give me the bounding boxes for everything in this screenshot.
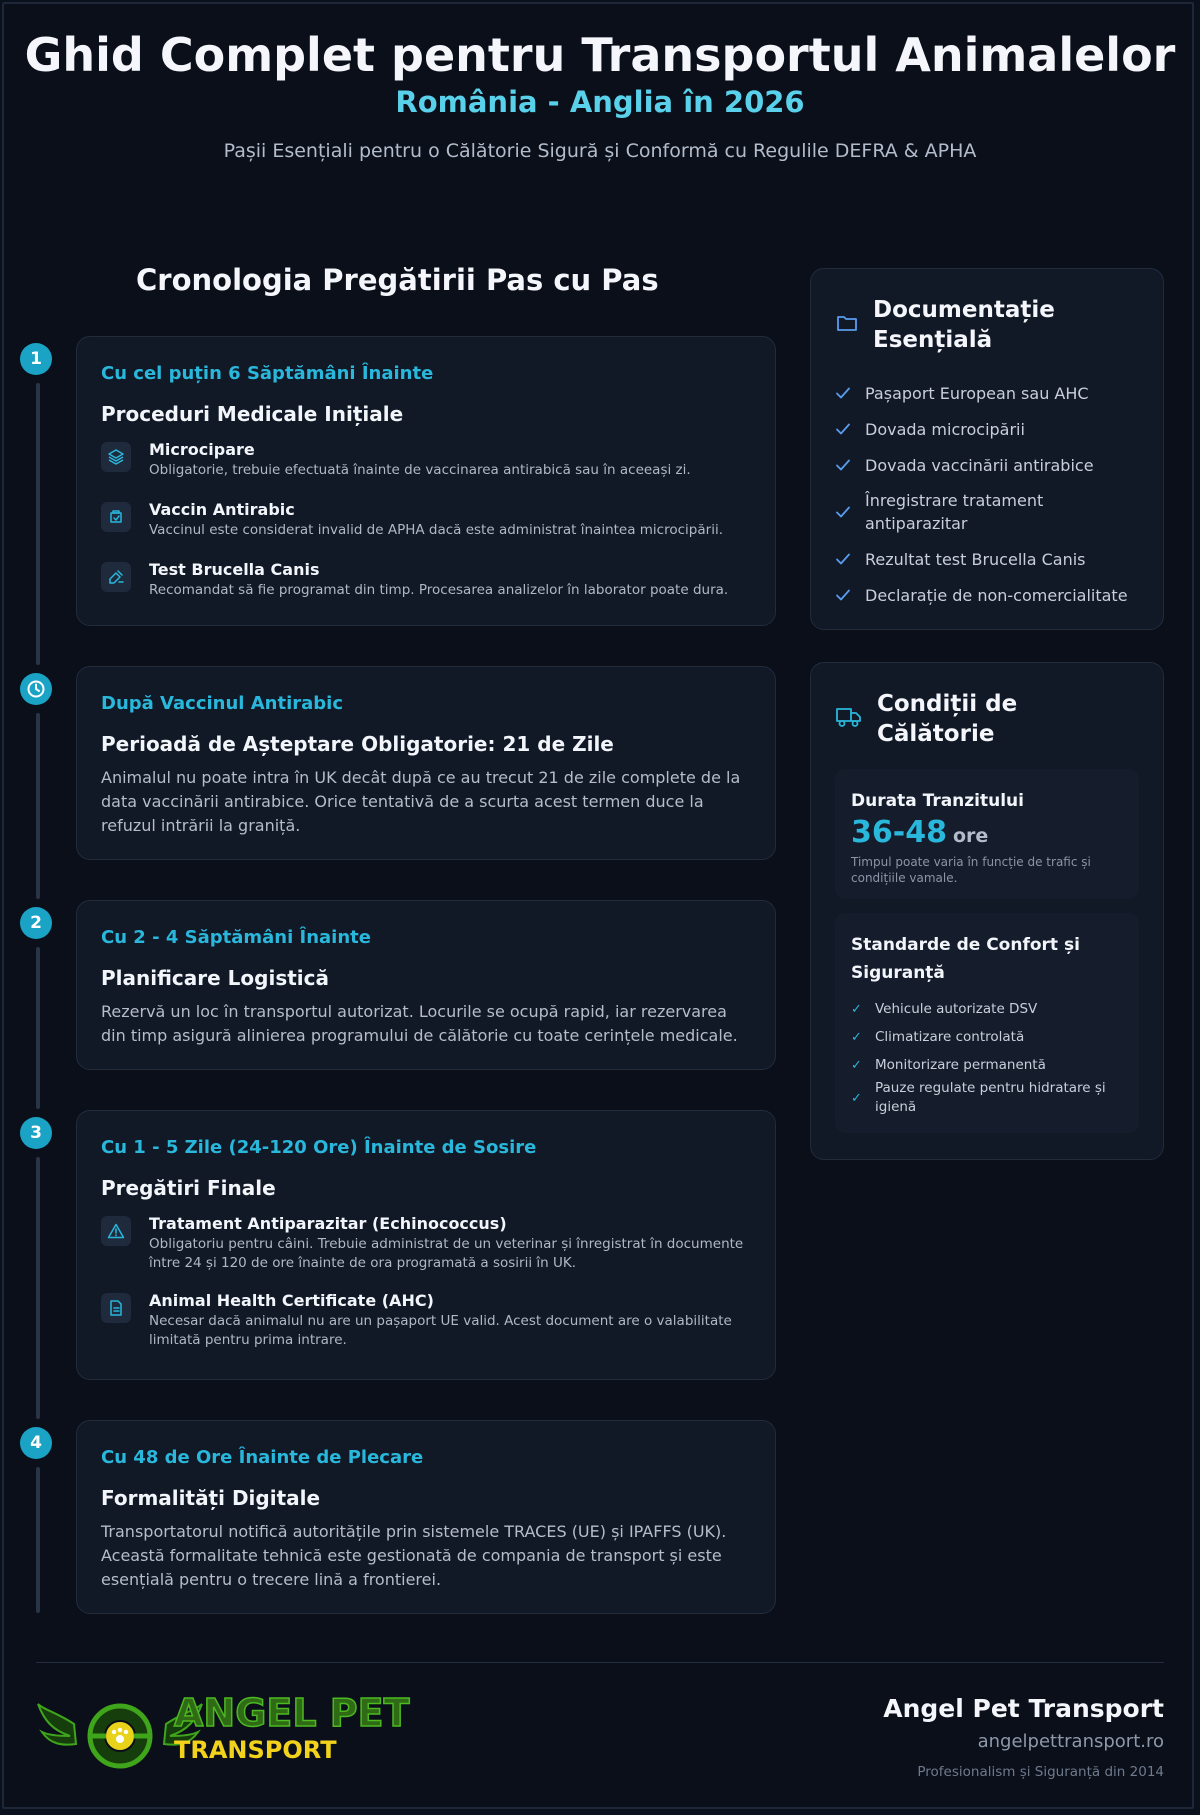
check-icon: ✓ bbox=[851, 1057, 862, 1073]
test-icon bbox=[101, 562, 131, 592]
transit-unit: ore bbox=[952, 825, 989, 847]
item-title: Animal Health Certificate (AHC) bbox=[149, 1291, 434, 1310]
transit-label: Durata Tranzitului bbox=[851, 791, 1024, 811]
step-when: Cu 1 - 5 Zile (24-120 Ore) Înainte de Sosire bbox=[101, 1137, 537, 1158]
step-when: Cu cel puțin 6 Săptămâni Înainte bbox=[101, 363, 434, 384]
list-item: Înregistrare tratament antiparazitar bbox=[835, 483, 1139, 541]
step-number-2: 2 bbox=[20, 907, 52, 939]
logo-text-bottom: TRANSPORT bbox=[174, 1736, 337, 1764]
timeline-line bbox=[36, 1467, 40, 1613]
comfort-title: Standarde de Confort și Siguranță bbox=[851, 935, 1080, 983]
footer-divider bbox=[36, 1662, 1164, 1663]
step-card-2 bbox=[76, 900, 776, 1070]
check-icon bbox=[835, 551, 851, 567]
item-desc: Recomandat să fie programat din timp. Procesarea analizelor în laborator poate dura. bbox=[149, 582, 729, 598]
layers-icon bbox=[101, 442, 131, 472]
list-item: ✓ Vehicule autorizate DSV bbox=[851, 1000, 1038, 1017]
page-title: Ghid Complet pentru Transportul Animalelor bbox=[24, 28, 1176, 82]
timeline-line bbox=[36, 383, 40, 665]
angel-pet-logo bbox=[36, 1690, 436, 1780]
footer-info bbox=[883, 1694, 1164, 1780]
step-when: Cu 2 - 4 Săptămâni Înainte bbox=[101, 927, 371, 948]
list-item: Dovada vaccinării antirabice bbox=[835, 447, 1139, 483]
check-icon bbox=[835, 457, 851, 473]
transit-box bbox=[835, 769, 1139, 899]
timeline-line bbox=[36, 1157, 40, 1419]
warning-icon bbox=[101, 1216, 131, 1246]
check-icon: ✓ bbox=[851, 1001, 862, 1017]
truck-icon bbox=[835, 704, 863, 734]
item-desc: Obligatoriu pentru câini. Trebuie administrat de un veterinar și înregistrat în documente între 24 și 120 de ore înainte de ora programată a sosirii în UK. bbox=[149, 1236, 744, 1271]
step-desc: Animalul nu poate intra în UK decât după ce au trecut 21 de zile complete de la data vaccinării antirabice. Orice tentativă de a scurta acest termen duce la refuzul intrării la graniță. bbox=[101, 768, 741, 835]
list-item: ✓ Monitorizare permanentă bbox=[851, 1056, 1046, 1073]
timeline-title: Cronologia Pregătirii Pas cu Pas bbox=[136, 263, 659, 297]
comfort-box bbox=[835, 913, 1139, 1133]
step-number-3: 3 bbox=[20, 1117, 52, 1149]
step-card-3 bbox=[76, 1110, 776, 1380]
step-card-waiting bbox=[76, 666, 776, 860]
transit-value: 36-48 bbox=[851, 815, 947, 850]
folder-icon bbox=[835, 311, 859, 339]
step-desc: Transportatorul notifică autoritățile prin sistemele TRACES (UE) și IPAFFS (UK). Această formalitate tehnică este gestionată de compania de transport și este esențială pentru o trecere lină a frontierei. bbox=[101, 1522, 727, 1589]
travel-title: Condiții de Călătorie bbox=[877, 691, 1018, 747]
check-icon bbox=[835, 504, 851, 520]
page-tagline: Pașii Esențiali pentru o Călătorie Sigură și Conformă cu Regulile DEFRA & APHA bbox=[223, 140, 977, 162]
item-desc: Obligatorie, trebuie efectuată înainte de vaccinarea antirabică sau în aceeași zi. bbox=[149, 462, 691, 478]
check-icon bbox=[835, 385, 851, 401]
step-item bbox=[101, 1291, 751, 1350]
website-link[interactable]: angelpettransport.ro bbox=[977, 1731, 1164, 1752]
step-title: Formalități Digitale bbox=[101, 1486, 321, 1510]
check-icon: ✓ bbox=[851, 1090, 862, 1106]
step-item bbox=[101, 1214, 751, 1273]
check-icon bbox=[835, 587, 851, 603]
item-desc: Necesar dacă animalul nu are un pașaport UE valid. Acest document are o valabilitate limitată pentru prima intrare. bbox=[149, 1313, 732, 1348]
item-title: Test Brucella Canis bbox=[149, 560, 320, 579]
step-when: Cu 48 de Ore Înainte de Plecare bbox=[101, 1447, 424, 1468]
step-card-4 bbox=[76, 1420, 776, 1614]
list-item: Rezultat test Brucella Canis bbox=[835, 541, 1139, 577]
docs-card bbox=[810, 268, 1164, 630]
comfort-list bbox=[851, 995, 1123, 1117]
travel-card bbox=[810, 662, 1164, 1160]
step-title: Proceduri Medicale Inițiale bbox=[101, 402, 404, 426]
item-title: Vaccin Antirabic bbox=[149, 500, 295, 519]
item-title: Tratament Antiparazitar (Echinococcus) bbox=[149, 1214, 507, 1233]
docs-title: Documentație Esențială bbox=[873, 297, 1055, 353]
step-item bbox=[101, 440, 751, 480]
document-icon bbox=[101, 1293, 131, 1323]
step-number-1: 1 bbox=[20, 343, 52, 375]
page-subtitle: România - Anglia în 2026 bbox=[395, 85, 805, 119]
clock-icon bbox=[20, 673, 52, 705]
list-item: ✓ Pauze regulate pentru hidratare și igienă bbox=[851, 1080, 1106, 1115]
item-title: Microcipare bbox=[149, 440, 255, 459]
list-item: Declarație de non-comercialitate bbox=[835, 577, 1139, 613]
step-title: Perioadă de Așteptare Obligatorie: 21 de Zile bbox=[101, 732, 614, 756]
page-header bbox=[0, 30, 1200, 162]
check-icon bbox=[835, 421, 851, 437]
check-icon: ✓ bbox=[851, 1029, 862, 1045]
timeline-line bbox=[36, 713, 40, 899]
step-item bbox=[101, 560, 751, 600]
list-item: Pașaport European sau AHC bbox=[835, 375, 1139, 411]
list-item: Dovada microcipării bbox=[835, 411, 1139, 447]
docs-list bbox=[835, 375, 1139, 613]
list-item: ✓ Climatizare controlată bbox=[851, 1028, 1025, 1045]
vaccine-icon bbox=[101, 502, 131, 532]
step-title: Pregătiri Finale bbox=[101, 1176, 276, 1200]
logo-text-top: ANGEL PET bbox=[174, 1691, 410, 1735]
brand-since: Profesionalism și Siguranță din 2014 bbox=[917, 1764, 1164, 1780]
brand-name: Angel Pet Transport bbox=[883, 1694, 1164, 1723]
item-desc: Vaccinul este considerat invalid de APHA dacă este administrat înaintea microcipării. bbox=[149, 522, 723, 538]
step-number-4: 4 bbox=[20, 1427, 52, 1459]
step-when: După Vaccinul Antirabic bbox=[101, 693, 343, 714]
step-item bbox=[101, 500, 751, 540]
step-desc: Rezervă un loc în transportul autorizat. Locurile se ocupă rapid, iar rezervarea din timp asigură alinierea programului de călătorie cu toate cerințele medicale. bbox=[101, 1002, 738, 1045]
timeline-line bbox=[36, 947, 40, 1109]
step-title: Planificare Logistică bbox=[101, 966, 329, 990]
transit-note: Timpul poate varia în funcție de trafic și condițiile vamale. bbox=[851, 855, 1091, 885]
step-card-1 bbox=[76, 336, 776, 626]
